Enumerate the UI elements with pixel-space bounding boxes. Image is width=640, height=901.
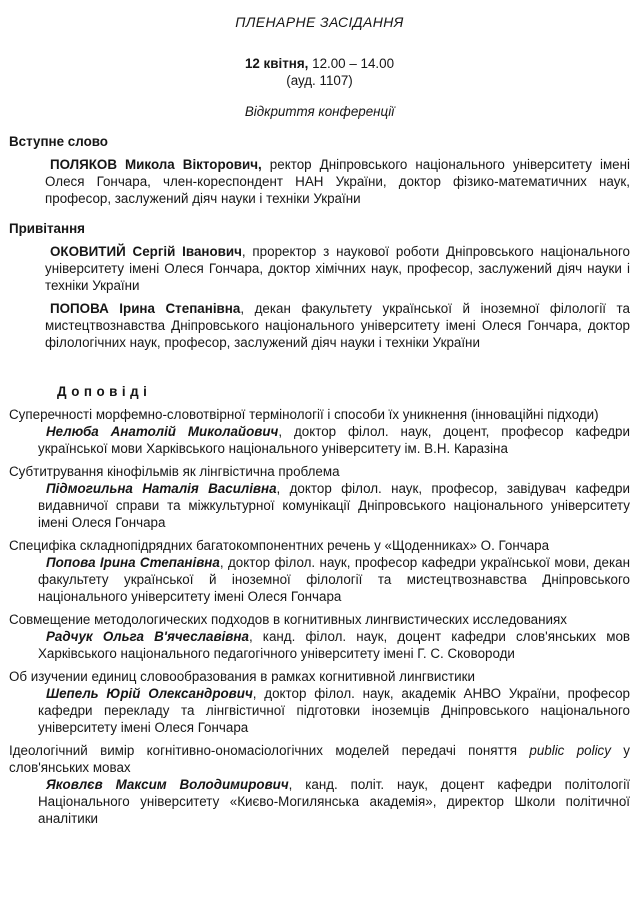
report-speaker <box>38 423 630 457</box>
report-title-end: у слов'янських мовах <box>9 743 630 775</box>
speaker-name: ОКОВИТИЙ Сергій Іванович <box>50 244 242 259</box>
session-datetime <box>9 55 630 72</box>
speaker-affiliation: , доктор філол. наук, доцент, професор кафедри української мови Харківського національного університету ім. В.Н. Каразіна <box>38 424 630 456</box>
speaker-name: Попова Ірина Степанівна <box>46 555 220 570</box>
report-title-text: Об изучении единиц словообразования в рамках когнитивной лингвистики <box>9 669 475 684</box>
session-title: ПЛЕНАРНЕ ЗАСІДАННЯ <box>235 14 404 30</box>
report-speaker <box>38 685 630 736</box>
speaker-name: Радчук Ольга В'ячеславівна <box>46 629 249 644</box>
report-title-text: Субтитрування кінофільмів як лінгвістична проблема <box>9 464 340 479</box>
report-entry <box>9 742 630 827</box>
report-title-text: Ідеологічний вимір когнітивно-ономасіологічних моделей передачі поняття <box>9 743 530 758</box>
report-entry <box>9 668 630 736</box>
report-title <box>9 463 630 480</box>
speaker-affiliation: , декан факультету української й іноземної філології та мистецтвознавства Дніпровського національного університету імені Олеся Гончара, доктор філологічних наук, професор, заслужений діяч науки і техніки України <box>45 301 630 350</box>
speaker-entry <box>45 300 630 351</box>
report-title <box>9 406 630 423</box>
report-title <box>9 742 630 776</box>
speaker-entry <box>45 156 630 207</box>
speaker-affiliation: , доктор філол. наук, професор, завідувач кафедри видавничої справи та міжкультурної комунікації Дніпровського національного університету імені Олеся Гончара <box>38 481 630 530</box>
report-speaker <box>38 776 630 827</box>
speaker-name: Нелюба Анатолій Миколайович <box>46 424 279 439</box>
speaker-affiliation: , канд. філол. наук, доцент кафедри слов'янських мов Харківського національного педагогічного університету імені Г. С. Сковороди <box>38 629 630 661</box>
speaker-name: Шепель Юрій Олександрович <box>46 686 253 701</box>
report-title <box>9 537 630 554</box>
report-title <box>9 611 630 628</box>
speaker-name: Підмогильна Наталія Василівна <box>46 481 277 496</box>
speaker-name: ПОЛЯКОВ Микола Вікторович, <box>50 157 262 172</box>
reports-heading: Доповіді <box>57 384 152 399</box>
session-date: 12 квітня, <box>244 56 309 71</box>
speaker-affiliation: ректор Дніпровського національного університету імені Олеся Гончара, член-кореспондент НАН України, доктор фізико-математичних наук, професор, заслужений діяч науки і техніки України <box>45 157 630 206</box>
report-entry <box>9 463 630 531</box>
speaker-name: Яковлєв Максим Володимирович <box>46 777 289 792</box>
opening-subtitle: Відкриття конференції <box>244 104 395 119</box>
speaker-name: ПОПОВА Ірина Степанівна <box>50 301 241 316</box>
speaker-affiliation: , проректор з наукової роботи Дніпровського національного університету імені Олеся Гончара, доктор хімічних наук, професор, заслужений діяч науки і техніки України <box>45 244 630 293</box>
speaker-affiliation: , доктор філол. наук, академік АНВО України, професор кафедри перекладу та лінгвістичної підготовки іноземців Дніпровського національного університету імені Олеся Гончара <box>38 686 630 735</box>
report-entry <box>9 537 630 605</box>
section-heading-greeting: Привітання <box>9 221 85 236</box>
report-title-text: Суперечності морфемно-словотвірної термінології і способи їх уникнення (інноваційні підходи) <box>9 407 599 422</box>
section-heading-intro: Вступне слово <box>9 134 108 149</box>
speaker-affiliation: , канд. політ. наук, доцент кафедри політології Національного університету «Києво-Могилянська академія», директор Школи політичної аналітики <box>38 777 630 826</box>
report-title-italic: public policy <box>529 743 611 758</box>
speaker-affiliation: , доктор філол. наук, професор кафедри української мови, декан факультету української й іноземної філології та мистецтвознавства Дніпровського національного університету імені Олеся Гончара <box>38 555 630 604</box>
session-time: 12.00 – 14.00 <box>312 56 395 71</box>
report-speaker <box>38 554 630 605</box>
speaker-entry <box>45 243 630 294</box>
report-title-text: Специфіка складнопідрядних багатокомпонентних речень у «Щоденниках» О. Гончара <box>9 538 550 553</box>
report-title <box>9 668 630 685</box>
report-speaker <box>38 628 630 662</box>
session-room: (ауд. 1107) <box>286 73 353 88</box>
report-entry <box>9 611 630 662</box>
report-entry <box>9 406 630 457</box>
report-speaker <box>38 480 630 531</box>
report-title-text: Совмещение методологических подходов в когнитивных лингвистических исследованиях <box>9 612 567 627</box>
